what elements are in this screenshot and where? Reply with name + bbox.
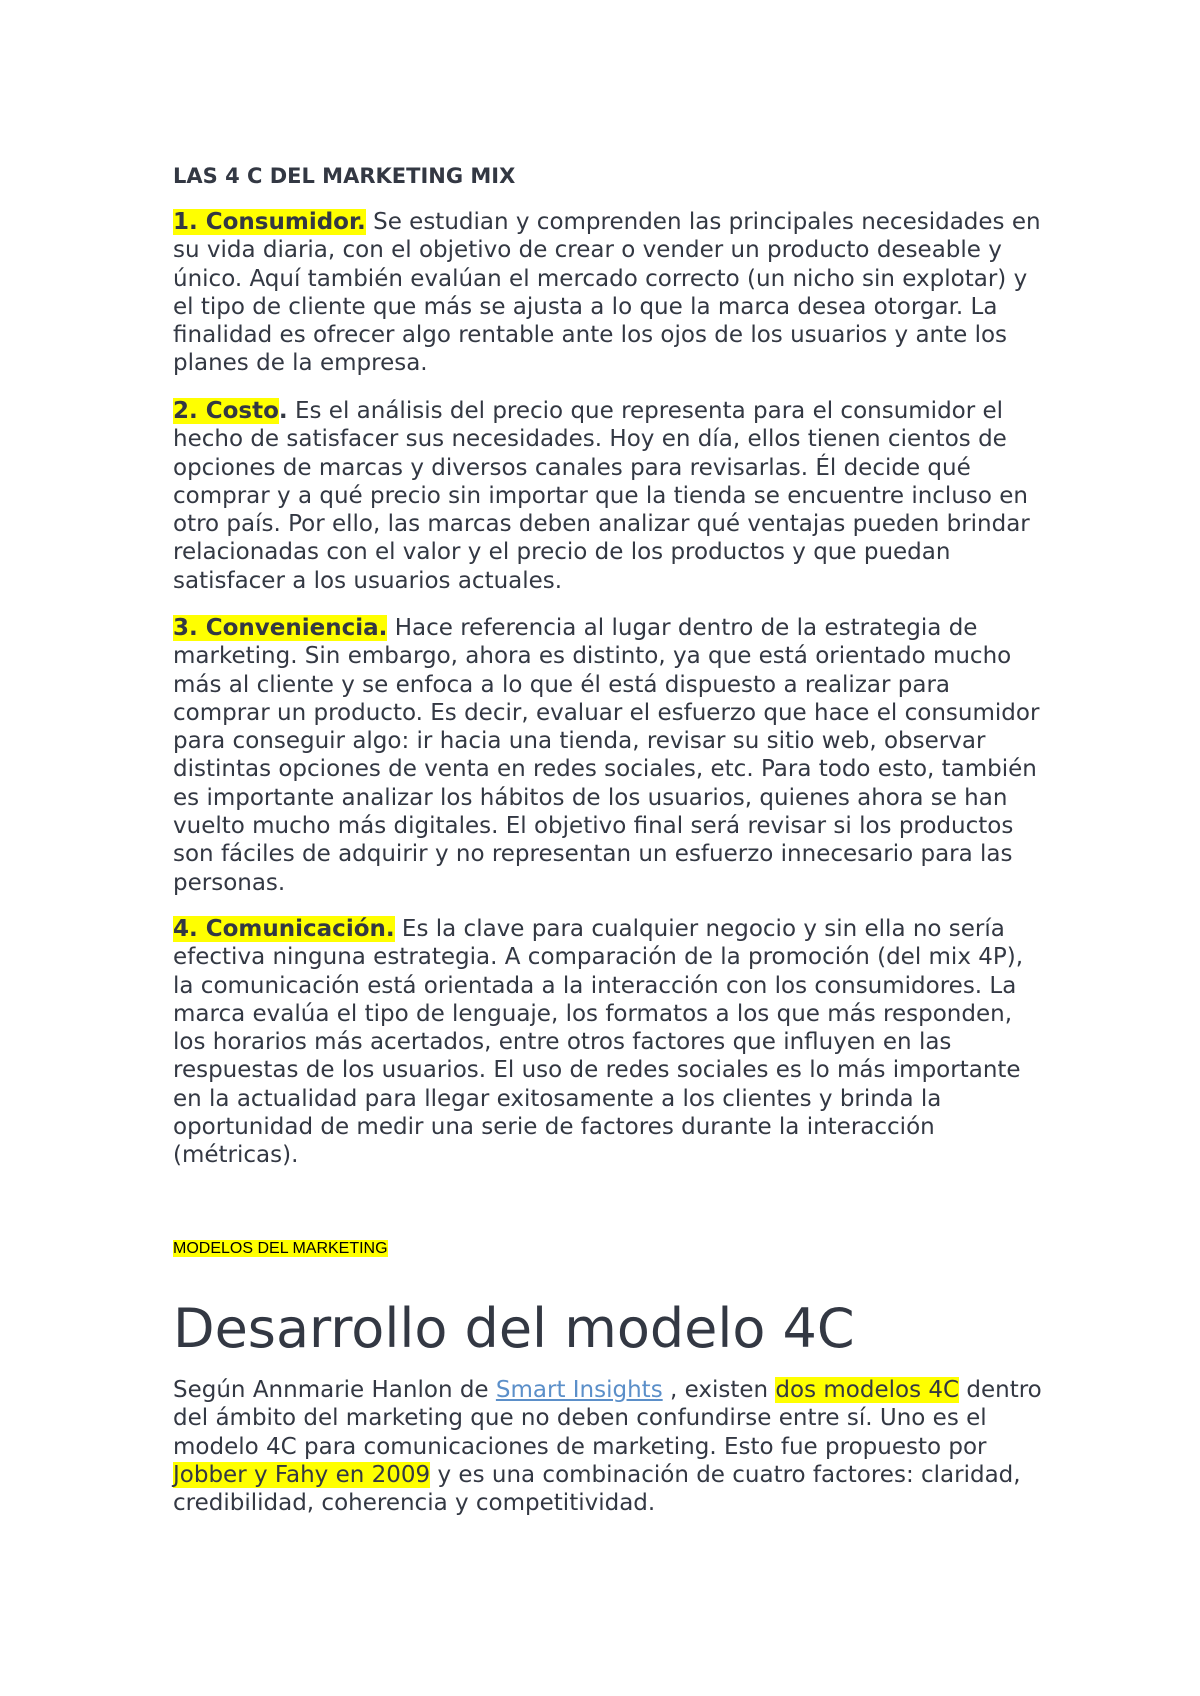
item-term-suffix: .: [278, 398, 288, 424]
item-text: Es el análisis del precio que representa para el consumidor el hecho de satisfacer sus necesidades. Hoy en día, ellos tienen cientos de opciones de marcas y diversos canales para revisarlas. Él decide qué comprar y a qué precio sin importar que la tienda se encuentre incluso en otro país. Por ello, las marcas deben analizar qué ventajas pueden brindar relacionadas con el valor y el precio de los productos y que puedan satisfacer a los usuarios actuales.: [173, 398, 1030, 594]
final-part3: dentro del ámbito del marketing que no deben confundirse entre sí. Uno es el modelo 4C para comunicaciones de marketing. Esto fue propuesto por: [173, 1377, 1042, 1460]
item-text: Es la clave para cualquier negocio y sin ella no sería efectiva ninguna estrategia. A comparación de la promoción (del mix 4P), la comunicación está orientada a la interacción con los consumidores. La marca evalúa el tipo de lenguaje, los formatos a los que más responden, los horarios más acertados, entre otros factores que influyen en las respuestas de los usuarios. El uso de redes sociales es lo más importante en la actualidad para llegar exitosamente a los clientes y brinda la oportunidad de medir una serie de factores durante la interacción (métricas).: [173, 916, 1024, 1169]
section-label: [173, 1239, 388, 1259]
item-term: 4. Comunicación.: [173, 916, 395, 942]
item-costo: [173, 397, 1043, 595]
section-heading: Desarrollo del modelo 4C: [173, 1297, 855, 1360]
item-conveniencia: [173, 614, 1043, 897]
final-part2: , existen: [662, 1377, 776, 1403]
smart-insights-link[interactable]: Smart Insights: [495, 1377, 663, 1403]
item-term: 3. Conveniencia.: [173, 615, 388, 641]
final-part1: Según Annmarie Hanlon de: [173, 1377, 496, 1403]
item-consumidor: [173, 208, 1043, 378]
highlight-dos-modelos: dos modelos 4C: [775, 1377, 960, 1403]
section-label-text: MODELOS DEL MARKETING: [173, 1240, 388, 1257]
item-term: 2. Costo: [173, 398, 279, 424]
final-paragraph: [173, 1376, 1043, 1517]
item-term: 1. Consumidor.: [173, 209, 366, 235]
document-title: LAS 4 C DEL MARKETING MIX: [173, 164, 516, 188]
highlight-jobber-fahy: Jobber y Fahy en 2009: [173, 1461, 431, 1488]
item-text: Hace referencia al lugar dentro de la estrategia de marketing. Sin embargo, ahora es distinto, ya que está orientado mucho más al cliente y se enfoca a lo que él está dispuesto a realizar para comprar un producto. Es decir, evaluar el esfuerzo que hace el consumidor para conseguir algo: ir hacia una tienda, revisar su sitio web, observar distintas opciones de venta en redes sociales, etc. Para todo esto, también es importante analizar los hábitos de los usuarios, quienes ahora se han vuelto mucho más digitales. El objetivo final será revisar si los productos son fáciles de adquirir y no representan un esfuerzo innecesario para las personas.: [173, 615, 1040, 896]
item-comunicacion: [173, 915, 1043, 1170]
item-text: Se estudian y comprenden las principales necesidades en su vida diaria, con el objetivo de crear o vender un producto deseable y único. Aquí también evalúan el mercado correcto (un nicho sin explotar) y el tipo de cliente que más se ajusta a lo que la marca desea otorgar. La finalidad es ofrecer algo rentable ante los ojos de los usuarios y ante los planes de la empresa.: [173, 209, 1041, 377]
final-part4: y es una combinación de cuatro factores: claridad, credibilidad, coherencia y competitividad.: [173, 1461, 1021, 1517]
